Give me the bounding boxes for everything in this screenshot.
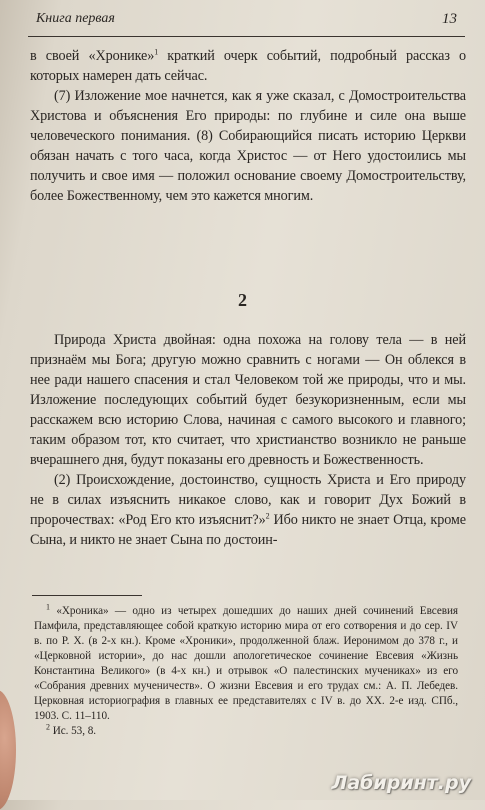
page-number: 13	[442, 11, 457, 27]
intro-text	[30, 46, 466, 206]
footnote-ref-1: 1	[154, 47, 159, 57]
watermark-logo: Лабиринт.ру	[331, 772, 471, 794]
footnote-1: $^1$ «Хроника» — одно из четырех дошедших до наших дней сочинений Евсевия Памфила, представляющее собой краткую историю мира от его сотворения и до сер. IV в. по Р. Х. (в 2-х кн.). Кроме «Хроники», продолженной блаж. Иеронимом до 378 г., и «Церковной истории», до нас дошли апологетическое сочинение Евсевия «Жизнь Константина Великого» (в 4-х кн.) и отрывок «О палестинских мучениках» из его «Собрания древних мученичеств». О жизни Евсевия и его трудах см.: А. П. Лебедев. Церковная историография в главных ее представителях с IV в. до XX. 2-е изд. СПб., 1903. С. 11–110.	[34, 602, 458, 722]
section-paragraph-2: (2) Происхождение, достоинство, сущность Христа и Его природу не в силах изъяснить никакое слово, как и говорит Дух Божий в пророчествах: «Род Его кто изъяснит?»$^2$ Ибо никто не знает Отца, кроме Сына, и никто не знает Сына по достоин-	[30, 472, 466, 548]
intro-paragraph-1: в своей «Хронике»$^1$ краткий очерк событий, подробный рассказ о которых намерен дать сейчас.	[30, 47, 466, 84]
footnote-ref-2: 2	[265, 511, 270, 521]
section-number: 2	[238, 290, 247, 310]
running-header	[28, 8, 465, 37]
section-paragraph-1: Природа Христа двойная: одна похожа на голову тела — в ней признаём мы Бога; другую можно сравнить с ногами — Он облекся в нее ради нашего спасения и стал Человеком той же природы, что и мы. Изложение последующих событий будет безукоризненным, если мы расскажем всю историю Слова, начиная с самого высокого и главного; таким образом тот, кто считает, что христианство возникло не раньше вчерашнего дня, будут показаны его древность и Божественность.	[30, 332, 466, 468]
thumb-edge	[0, 690, 16, 810]
footnote-2: $^2$ Ис. 53, 8.	[46, 722, 97, 737]
footnote-rule	[32, 595, 142, 596]
section-text	[30, 330, 466, 550]
intro-paragraph-2: (7) Изложение мое начнется, как я уже сказал, с Домостроительства Христова и объяснения Его природы: по глубине и силе она выше человеческого понимания. (8) Собирающийся писать историю Церкви обязан начать с того часа, когда Христос — от Него удостоились мы получить и свое имя — положил основание своему Домостроительству, более Божественному, чем это кажется многим.	[30, 88, 466, 204]
footnotes	[34, 604, 458, 739]
book-title: Книга первая	[36, 11, 115, 26]
